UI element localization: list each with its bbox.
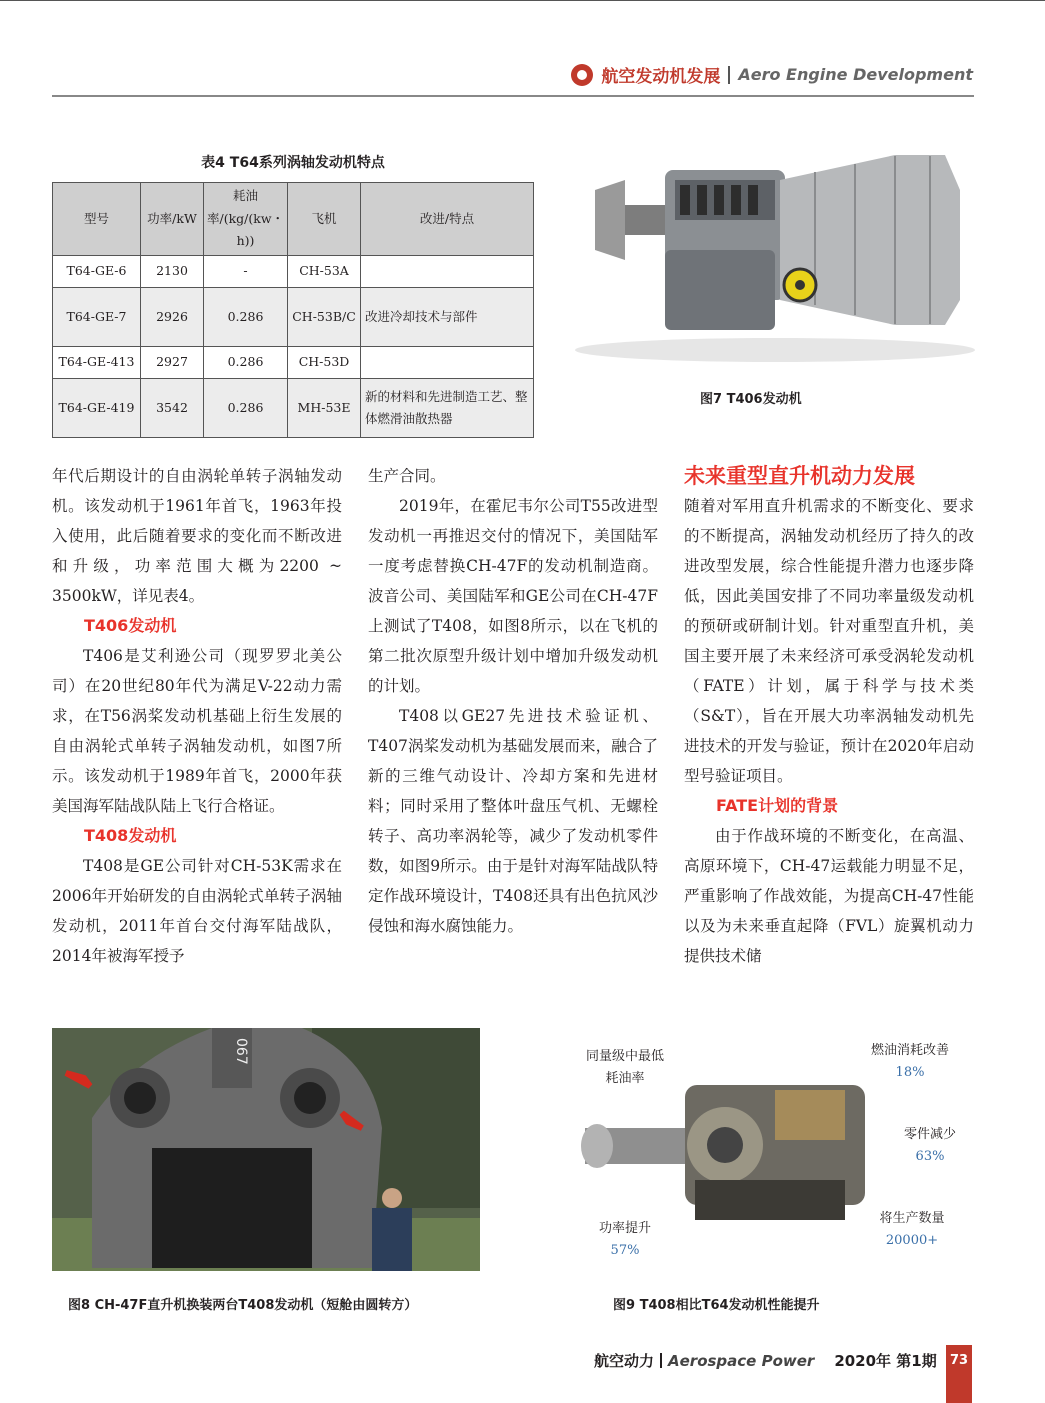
paragraph: T408是GE公司针对CH-53K需求在2006年开始研发的自由涡轮式单转子涡轴发动机，2011年首台交付海军陆战队，2014年被海军授予 (52, 857, 342, 965)
paragraph: 2019年，在霍尼韦尔公司T55改进型发动机一再推迟交付的情况下，美国陆军一度考虑替换CH-47F的发动机制造商。波音公司、美国陆军和GE公司在CH-47F上测试了T408，如图8所示，以在飞机的第二批次原型升级计划中增加升级发动机的计划。 (368, 497, 658, 695)
fig9-label-production: 将生产数量 20000+ (879, 1211, 945, 1248)
cell: 新的材料和先进制造工艺、整体燃滑油散热器 (361, 378, 534, 437)
table-row (53, 346, 534, 378)
paragraph: 年代后期设计的自由涡轮单转子涡轴发动机。该发动机于1961年首飞，1963年投入使用，此后随着要求的变化而不断改进和升级，功率范围大概为2200 ~ 3500kW，详见表4。 (52, 467, 342, 605)
col-header-features: 改进/特点 (361, 183, 534, 256)
cell (361, 346, 534, 378)
footer-journal-en: Aerospace Power (668, 1351, 815, 1370)
running-footer (594, 1350, 937, 1371)
cell: 改进冷却技术与部件 (361, 287, 534, 346)
page-number: 73 (946, 1345, 972, 1403)
paragraph: 随着对军用直升机需求的不断变化、要求的不断提高，涡轴发动机经历了持久的改进改型发展，综合性能提升潜力也逐步降低，因此美国安排了不同功率量级发动机的预研或研制计划。针对重型直升机，美国主要开展了未来经济可承受涡轮发动机（FATE）计划，属于科学与技术类（S&T），旨在开展大功率涡轴发动机先进技术的开发与验证，预计在2020年启动型号验证项目。 (684, 497, 974, 785)
subheading-fate: FATE计划的背景 (716, 796, 839, 815)
text-column-2 (368, 461, 658, 941)
section-title: 未来重型直升机动力发展 (684, 464, 915, 488)
paragraph: 由于作战环境的不断变化，在高温、高原环境下，CH-47运载能力明显不足，严重影响了作战效能，为提高CH-47性能以及为未来垂直起降（FVL）旋翼机动力提供技术储 (684, 827, 974, 965)
header-journal-en: Aero Engine Development (738, 65, 973, 84)
cell: 0.286 (204, 287, 288, 346)
cell: T64-GE-419 (53, 378, 141, 437)
fig9-caption: 图9 T408相比T64发动机性能提升 (613, 1298, 820, 1313)
cell: CH-53D (288, 346, 361, 378)
text-column-3 (684, 461, 974, 971)
paragraph: T408以GE27先进技术验证机、T407涡桨发动机为基础发展而来，融合了新的三维气动设计、冷却方案和先进材料；同时采用了整体叶盘压气机、无螺栓转子、高功率涡轮等，减少了发动机零件数，如图9所示。由于是针对海军陆战队特定作战环境设计，T408还具有出色抗风沙侵蚀和海水腐蚀能力。 (368, 707, 658, 935)
paragraph: T406是艾利逊公司（现罗罗北美公司）在20世纪80年代为满足V-22动力需求，在T56涡桨发动机基础上衍生发展的自由涡轮式单转子涡轴发动机，如图7所示。该发动机于1989年首飞，2000年获美国海军陆战队陆上飞行合格证。 (52, 647, 342, 815)
footer-journal-cn: 航空动力 (594, 1352, 655, 1370)
cell: 2927 (141, 346, 204, 378)
t406-engine-image (565, 150, 975, 365)
cell: T64-GE-413 (53, 346, 141, 378)
fig8-caption: 图8 CH-47F直升机换装两台T408发动机（短舱由圆转方） (68, 1298, 418, 1313)
cell: 3542 (141, 378, 204, 437)
fig9-label-parts: 零件减少 63% (903, 1127, 956, 1164)
top-rule (0, 0, 1045, 1)
cell: MH-53E (288, 378, 361, 437)
cell: CH-53A (288, 255, 361, 287)
cell: 0.286 (204, 378, 288, 437)
subheading-t408: T408发动机 (84, 826, 177, 845)
cell: T64-GE-6 (53, 255, 141, 287)
paragraph: 生产合同。 (368, 467, 446, 485)
col-header-power: 功率/kW (141, 183, 204, 256)
cell: 0.286 (204, 346, 288, 378)
table-header-row (53, 183, 534, 256)
table-row (53, 255, 534, 287)
cell: 2130 (141, 255, 204, 287)
col-header-sfc: 耗油率/(kg/(kw・h)) (204, 183, 288, 256)
engine-spec-table (52, 182, 534, 438)
running-header (571, 62, 973, 87)
cell: T64-GE-7 (53, 287, 141, 346)
col-header-aircraft: 飞机 (288, 183, 361, 256)
table-caption: 表4 T64系列涡轴发动机特点 (201, 155, 385, 171)
fig9-label-fuel: 燃油消耗改善 18% (870, 1043, 949, 1080)
cell: CH-53B/C (288, 287, 361, 346)
col-header-model: 型号 (53, 183, 141, 256)
table-row (53, 287, 534, 346)
table-row (53, 378, 534, 437)
header-journal-cn: 航空发动机发展 (601, 67, 721, 87)
cell: 2926 (141, 287, 204, 346)
header-divider (728, 66, 730, 84)
ch47f-photo (52, 1028, 480, 1271)
footer-divider (660, 1353, 662, 1368)
journal-logo-icon (571, 64, 593, 86)
cell: - (204, 255, 288, 287)
text-column-1 (52, 461, 342, 971)
header-rule (52, 95, 974, 97)
footer-issue: 2020年 第1期 (834, 1352, 937, 1370)
fig9-label-power: 功率提升 57% (598, 1221, 651, 1258)
fig9-label-sfc: 同量级中最低耗油率 (585, 1049, 664, 1086)
subheading-t406: T406发动机 (84, 616, 177, 635)
tail-number: 067 (233, 1038, 249, 1065)
fig7-caption: 图7 T406发动机 (700, 392, 802, 407)
cell (361, 255, 534, 287)
